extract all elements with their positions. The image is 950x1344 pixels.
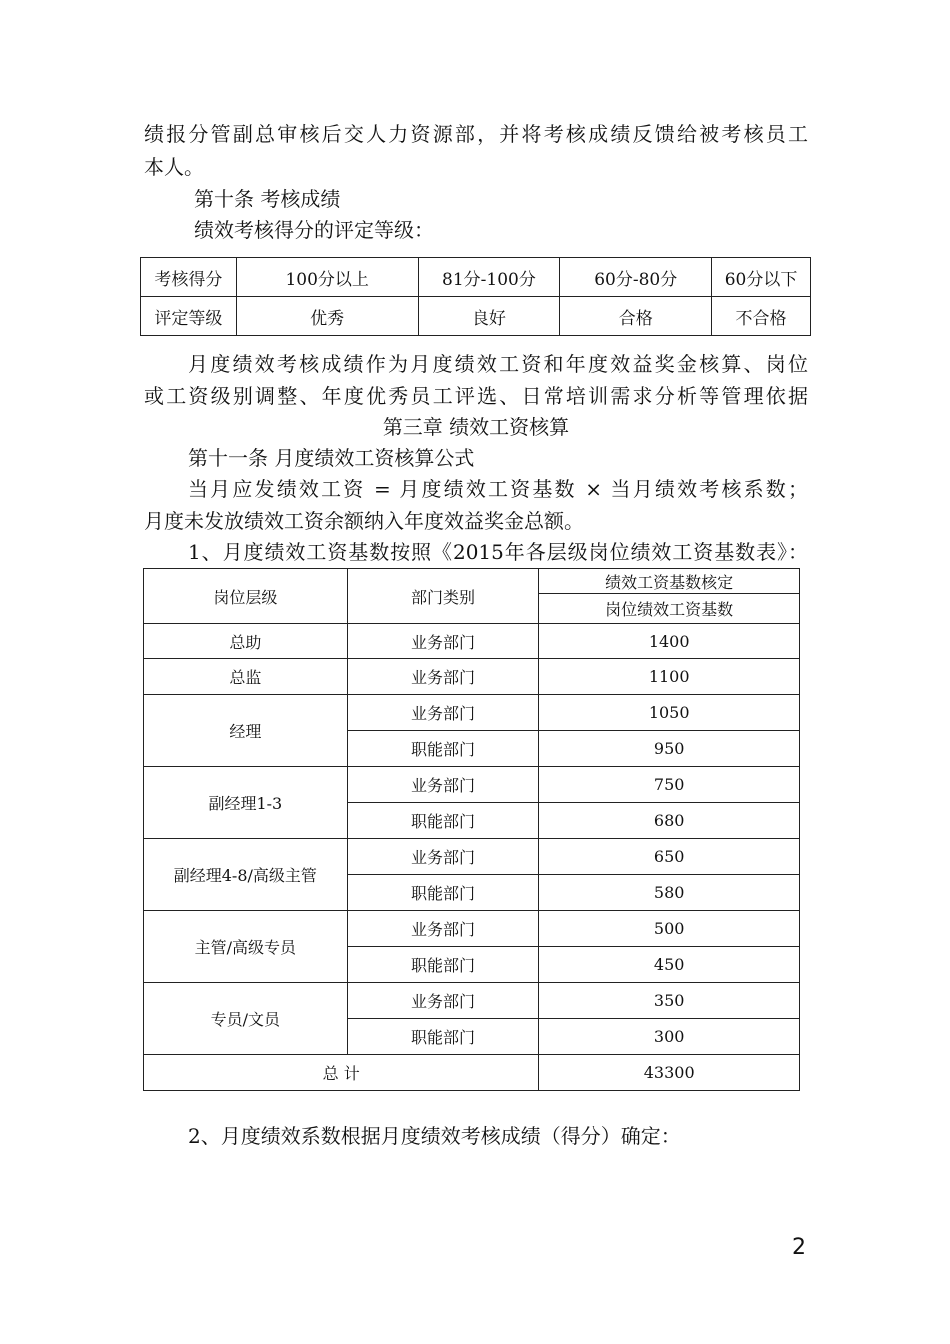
paragraph-line: 绩效考核得分的评定等级： (194, 218, 434, 242)
table-cell: 750 (539, 767, 800, 803)
table-cell: 业务部门 (347, 767, 539, 803)
table-row (144, 839, 800, 875)
table-row (144, 1055, 800, 1091)
table-row (144, 569, 800, 594)
total-label-cell: 总 计 (144, 1055, 539, 1091)
paragraph-line: 月度未发放绩效工资余额纳入年度效益奖金总额。 (144, 509, 584, 533)
chapter-heading: 第三章 绩效工资核算 (382, 415, 570, 439)
table-cell: 合格 (560, 297, 712, 336)
table-cell: 650 (539, 839, 800, 875)
article-heading: 第十一条 月度绩效工资核算公式 (188, 446, 475, 470)
paragraph-line: 或工资级别调整、年度优秀员工评选、日常培训需求分析等管理依据 (144, 384, 808, 408)
table-row (141, 297, 811, 336)
table-cell: 业务部门 (347, 839, 539, 875)
table-cell: 职能部门 (347, 803, 539, 839)
paragraph-line: 绩报分管副总审核后交人力资源部，并将考核成绩反馈给被考核员工 (144, 122, 808, 146)
table-row (144, 624, 800, 659)
table-cell: 业务部门 (347, 911, 539, 947)
table-cell: 考核得分 (141, 258, 237, 297)
table-row (144, 659, 800, 695)
table-cell: 职能部门 (347, 947, 539, 983)
table-cell: 业务部门 (347, 695, 539, 731)
table-cell: 60分以下 (712, 258, 811, 297)
table-row (144, 767, 800, 803)
table-cell: 副经理1-3 (144, 767, 348, 839)
paragraph-line: 月度绩效考核成绩作为月度绩效工资和年度效益奖金核算、岗位 (188, 352, 808, 376)
table-header-cell: 部门类别 (347, 569, 539, 624)
table-cell: 500 (539, 911, 800, 947)
table-cell: 100分以上 (236, 258, 418, 297)
table-cell: 经理 (144, 695, 348, 767)
table-cell: 350 (539, 983, 800, 1019)
table-cell: 总监 (144, 659, 348, 695)
page-number: 2 (792, 1235, 806, 1260)
paragraph-line: 1、月度绩效工资基数按照《2015年各层级岗位绩效工资基数表》： (188, 540, 808, 564)
table-cell: 评定等级 (141, 297, 237, 336)
table-cell: 良好 (418, 297, 560, 336)
table-cell: 主管/高级专员 (144, 911, 348, 983)
table-cell: 450 (539, 947, 800, 983)
table-cell: 60分-80分 (560, 258, 712, 297)
paragraph-line: 本人。 (144, 155, 204, 179)
table-row (144, 911, 800, 947)
table-cell: 不合格 (712, 297, 811, 336)
paragraph-line: 2、月度绩效系数根据月度绩效考核成绩（得分）确定： (188, 1124, 681, 1148)
article-heading: 第十条 考核成绩 (194, 187, 341, 211)
table-cell: 业务部门 (347, 983, 539, 1019)
table-cell: 职能部门 (347, 731, 539, 767)
table-cell: 职能部门 (347, 875, 539, 911)
table-cell: 总助 (144, 624, 348, 659)
table-cell: 专员/文员 (144, 983, 348, 1055)
table-cell: 950 (539, 731, 800, 767)
table-header-cell: 绩效工资基数核定 (539, 569, 800, 594)
table-cell: 81分-100分 (418, 258, 560, 297)
table-cell: 1050 (539, 695, 800, 731)
table-cell: 业务部门 (347, 659, 539, 695)
table-cell: 580 (539, 875, 800, 911)
table-row (144, 695, 800, 731)
table-cell: 1400 (539, 624, 800, 659)
table-header-cell: 岗位层级 (144, 569, 348, 624)
table-header-cell: 岗位绩效工资基数 (539, 594, 800, 624)
table-row (141, 258, 811, 297)
base-salary-table (143, 568, 800, 1091)
table-cell: 680 (539, 803, 800, 839)
table-cell: 业务部门 (347, 624, 539, 659)
table-cell: 1100 (539, 659, 800, 695)
total-value-cell: 43300 (539, 1055, 800, 1091)
table-cell: 副经理4-8/高级主管 (144, 839, 348, 911)
table-cell: 优秀 (236, 297, 418, 336)
formula-line: 当月应发绩效工资 = 月度绩效工资基数 × 当月绩效考核系数； (188, 477, 808, 501)
table-row (144, 983, 800, 1019)
grade-table (140, 257, 811, 336)
table-cell: 300 (539, 1019, 800, 1055)
table-cell: 职能部门 (347, 1019, 539, 1055)
